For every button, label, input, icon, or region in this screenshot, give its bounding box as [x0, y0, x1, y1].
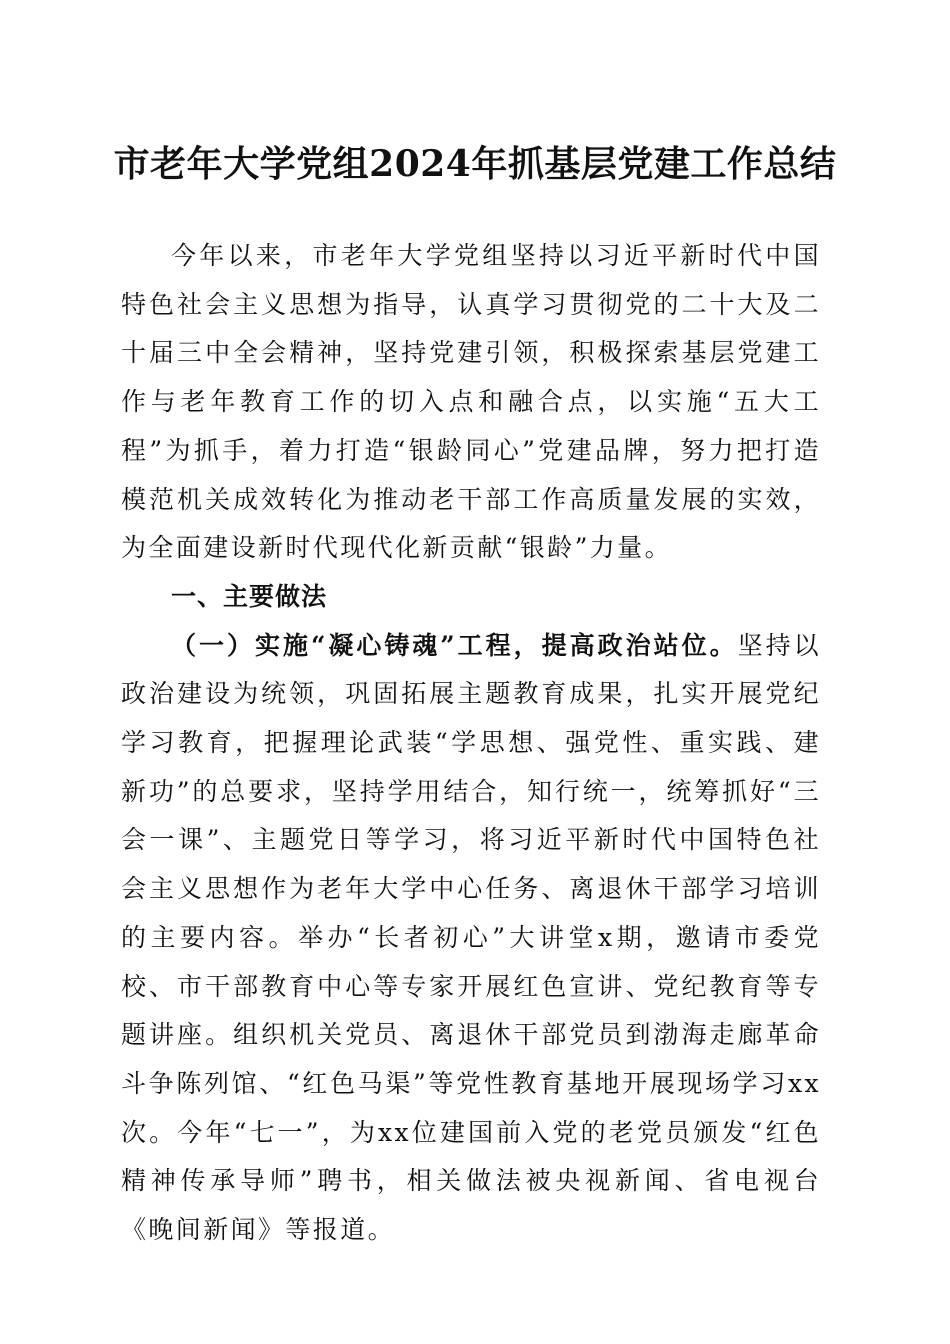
item-text: 坚持以政治建设为统领，巩固拓展主题教育成果，扎实开展党纪学习教育，把握理论武装“学思想、强党性、重实践、建新功”的总要求，坚持学用结合，知行统一，统筹抓好“三会一课”、主题党日等学习，将习近平新时代中国特色社会主义思想作为老年大学中心任务、离退休干部学习培训的主要内容。举办“长者初心”大讲堂x期，邀请市委党校、市干部教育中心等专家开展红色宣讲、党纪教育等专题讲座。组织机关党员、离退休干部党员到渤海走廊革命斗争陈列馆、“红色马渠”等党性教育基地开展现场学习xx次。今年“七一”，为xx位建国前入党的老党员颁发“红色精神传承导师”聘书，相关做法被央视新闻、省电视台《晚间新闻》等报道。: [121, 630, 821, 1245]
section-heading: 一、主要做法: [171, 581, 328, 611]
item-paragraph: [121, 622, 821, 1255]
intro-paragraph: 今年以来，市老年大学党组坚持以习近平新时代中国特色社会主义思想为指导，认真学习贯彻党的二十大及二十届三中全会精神，坚持党建引领，积极探索基层党建工作与老年教育工作的切入点和融合点，以实施“五大工程”为抓手，着力打造“银龄同心”党建品牌，努力把打造模范机关成效转化为推动老干部工作高质量发展的实效，为全面建设新时代现代化新贡献“银龄”力量。: [121, 241, 821, 563]
document-body: [121, 232, 821, 1255]
document-title: 市老年大学党组2024年抓基层党建工作总结: [113, 143, 837, 185]
item-lead: （一）实施“凝心铸魂”工程，提高政治站位。: [171, 630, 738, 660]
